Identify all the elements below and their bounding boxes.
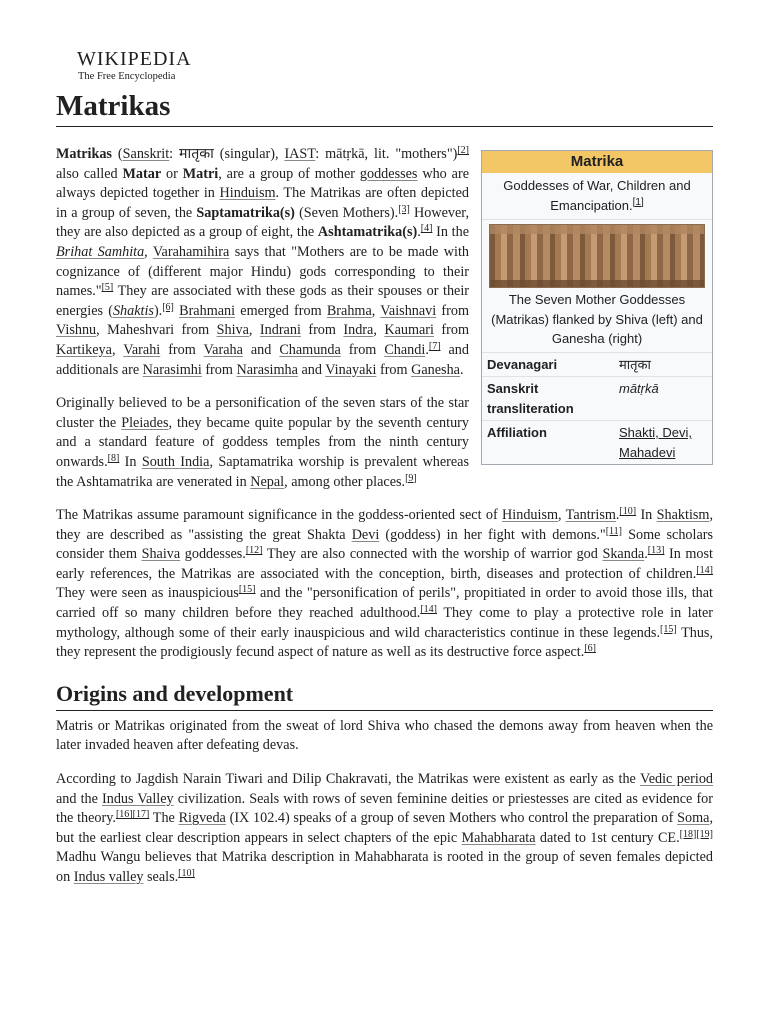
- infobox-subtitle-text: Goddesses of War, Children and Emancipation.: [503, 178, 691, 213]
- link[interactable]: Vedic period: [640, 771, 714, 788]
- paragraph-significance: [56, 506, 713, 663]
- term-bold: Saptamatrika(s): [196, 204, 295, 221]
- reference-link[interactable]: [4]: [420, 223, 433, 235]
- text: In the: [432, 224, 469, 241]
- text: They are also connected with the worship of warrior god: [262, 546, 603, 563]
- link[interactable]: Indra: [343, 322, 374, 339]
- text: says that "Mothers are to be made with cognizance of (different major Hindu) gods corresponding to their names.": [56, 243, 469, 300]
- link[interactable]: goddesses: [359, 165, 418, 182]
- link[interactable]: Kaumari: [384, 322, 434, 339]
- reference-link[interactable]: [15]: [238, 584, 256, 596]
- text: and: [242, 341, 280, 358]
- text: ,: [144, 243, 153, 260]
- text: , they became quite popular by the seventh century and a standard feature of goddess temples from the ninth century onwards.: [56, 414, 469, 470]
- infobox: [481, 150, 713, 465]
- text: They are associated with these gods as their spouses or their energies (: [56, 283, 469, 319]
- link[interactable]: Shaktis: [112, 302, 154, 319]
- text: and additionals are: [56, 341, 469, 378]
- infobox-title: Matrika: [482, 151, 712, 173]
- reference-link[interactable]: [14]: [420, 604, 437, 616]
- page-title: Matrikas: [56, 88, 713, 127]
- link[interactable]: Varaha: [203, 341, 243, 358]
- reference-link[interactable]: [1]: [632, 196, 644, 208]
- link[interactable]: Hinduism: [502, 507, 559, 524]
- link[interactable]: Mahabharata: [461, 829, 536, 846]
- link[interactable]: Shaktism: [656, 507, 710, 524]
- link[interactable]: Brahmani: [179, 302, 236, 319]
- text: Some scholars consider them: [56, 526, 713, 563]
- link[interactable]: Narasimhi: [142, 361, 202, 378]
- infobox-row-affiliation: [482, 420, 712, 464]
- link[interactable]: Soma: [677, 810, 710, 827]
- reference-link[interactable]: [11]: [605, 525, 622, 537]
- text: .: [644, 546, 648, 563]
- infobox-row-sanskrit: [482, 376, 712, 420]
- link[interactable]: Brihat Samhita: [56, 243, 145, 260]
- text: Madhu Wangu believes that Matrika description in Mahabharata is rooted in the group of seven females depicted on: [56, 849, 713, 885]
- infobox-row-devanagari: [482, 352, 712, 377]
- text: ,: [248, 322, 260, 339]
- infobox-subtitle: [482, 173, 712, 220]
- text: .: [459, 361, 464, 378]
- reference-link[interactable]: [2]: [457, 145, 470, 156]
- link[interactable]: Vaishnavi: [380, 302, 437, 319]
- article-page: [56, 48, 713, 902]
- reference-link[interactable]: [10]: [619, 506, 637, 518]
- text: , Maheshvari from: [96, 322, 217, 339]
- reference-link[interactable]: [3]: [398, 203, 410, 215]
- infobox-value: [613, 377, 712, 420]
- link[interactable]: Vinayaki: [325, 361, 377, 378]
- text: However, they are also depicted as a group of eight, the: [56, 204, 469, 241]
- link[interactable]: Sanskrit: [122, 146, 170, 162]
- text: , Saptamatrika worship is prevalent whereas the Ashtamatrika are venerated in: [56, 453, 469, 490]
- term-bold: Matrikas: [56, 146, 112, 162]
- text: Originally believed to be a personification of the seven stars of the star cluster the: [56, 395, 469, 431]
- paragraph-origins-2: [56, 770, 713, 888]
- text: from: [433, 322, 469, 339]
- link[interactable]: Varahamihira: [152, 243, 230, 260]
- link[interactable]: Indus valley: [73, 869, 144, 885]
- wikipedia-logo[interactable]: [77, 48, 713, 88]
- link[interactable]: Pleiades: [121, 414, 169, 431]
- text: (IX 102.4) speaks of a group of seven Mothers who control the preparation of: [225, 810, 678, 827]
- matrikas-relief-image[interactable]: [489, 224, 705, 288]
- infobox-value[interactable]: [613, 421, 712, 464]
- infobox-key: Devanagari: [487, 356, 558, 372]
- infobox-key: Sanskrit transliteration: [487, 381, 574, 416]
- text: , but the earliest clear description appears in select chapters of the epic: [56, 810, 713, 846]
- text: .: [425, 341, 429, 358]
- text: from: [376, 361, 412, 378]
- reference-link[interactable]: [15]: [660, 623, 677, 635]
- link[interactable]: Shaiva: [141, 546, 181, 563]
- reference-link[interactable]: [14]: [696, 564, 713, 576]
- link[interactable]: Ganesha: [411, 361, 460, 378]
- text: ,: [373, 322, 385, 339]
- reference-link[interactable]: [12]: [245, 545, 263, 557]
- text: ,: [558, 507, 566, 524]
- text: (goddess) in her fight with demons.": [379, 526, 606, 543]
- affiliation-links[interactable]: Shakti, Devi, Mahadevi: [619, 425, 692, 460]
- link[interactable]: Brahma: [326, 302, 372, 319]
- text: who are always depicted together in: [56, 165, 469, 202]
- text: . The Matrikas are often depicted in a group of seven, the: [56, 185, 469, 221]
- infobox-image-caption: The Seven Mother Goddesses (Matrikas) flanked by Shiva (left) and Ganesha (right): [491, 292, 703, 346]
- reference-link[interactable]: [6]: [162, 301, 174, 313]
- text: Thus, they represent the prodigiously fecund aspect of nature as well as its destructive force aspect.: [56, 624, 714, 661]
- link[interactable]: Chandi: [384, 341, 426, 358]
- text: and: [297, 361, 326, 378]
- reference-link[interactable]: [7]: [428, 340, 441, 352]
- text: The: [149, 810, 179, 827]
- link[interactable]: Rigveda: [178, 810, 226, 827]
- text: ,: [111, 341, 124, 358]
- section-heading-origins: Origins and development: [56, 679, 713, 711]
- link[interactable]: Kartikeya: [56, 341, 112, 358]
- text: In most early references, the Matrikas are associated with the conception, birth, diseases and protection of children.: [56, 546, 713, 582]
- text: , are a group of mother: [218, 165, 360, 182]
- link[interactable]: South India: [141, 453, 210, 470]
- text: According to Jagdish Narain Tiwari and Dilip Chakravati, the Matrikas were existent as early as the: [56, 771, 641, 788]
- reference-link[interactable]: [8]: [107, 452, 120, 464]
- term-bold: Matri: [182, 165, 219, 182]
- link[interactable]: Indrani: [259, 322, 301, 339]
- text: seals.: [143, 869, 179, 885]
- text: and the: [56, 790, 103, 807]
- text: also called: [56, 165, 123, 182]
- text: from: [436, 302, 470, 319]
- link[interactable]: Tantrism: [565, 507, 616, 524]
- reference-link[interactable]: [18]: [679, 828, 697, 840]
- reference-link[interactable]: [17]: [132, 809, 150, 821]
- text: and the "personification of perils", propitiated in order to avoid those ills, that carried off so many children before they reached adulthood.: [56, 585, 713, 622]
- term-bold: Matar: [122, 165, 162, 182]
- link[interactable]: Skanda: [602, 546, 645, 563]
- paragraph-origins-1: Matris or Matrikas originated from the sweat of lord Shiva who chased the demons away from heaven when the later invaded heaven after defeating devas.: [56, 717, 713, 754]
- text: dated to 1st century CE.: [535, 829, 680, 846]
- text: (Seven Mothers).: [294, 204, 399, 221]
- text: from: [201, 361, 237, 378]
- wikipedia-tagline: The Free Encyclopedia: [78, 71, 176, 82]
- link[interactable]: Chamunda: [279, 341, 341, 358]
- link[interactable]: Devi: [351, 526, 380, 543]
- link[interactable]: Narasimha: [236, 361, 298, 378]
- text: goddesses.: [180, 546, 246, 563]
- term-bold: Ashtamatrika(s): [317, 224, 418, 241]
- reference-link[interactable]: [9]: [405, 472, 417, 484]
- link[interactable]: Vishnu: [56, 322, 97, 339]
- text: from: [160, 341, 204, 358]
- text: In: [636, 507, 657, 524]
- text: , among other places.: [284, 473, 406, 490]
- text: , they are described as "assisting the great Shakta: [56, 507, 713, 543]
- text: : mātṛkā, lit. "mothers"): [315, 146, 458, 162]
- text: .: [417, 224, 421, 241]
- text: civilization. Seals with rows of seven feminine deities or priestesses are cited as evidence for the theory.: [56, 790, 713, 827]
- text: In: [119, 453, 142, 470]
- reference-link[interactable]: [6]: [584, 643, 596, 655]
- infobox-key: Affiliation: [487, 425, 547, 440]
- text: from: [300, 322, 344, 339]
- text: They were seen as inauspicious: [56, 585, 239, 602]
- link[interactable]: Shiva: [216, 322, 249, 339]
- reference-link[interactable]: [10]: [178, 868, 195, 879]
- infobox-value: मातृका: [619, 356, 651, 372]
- link[interactable]: Nepal: [250, 473, 285, 490]
- link[interactable]: Indus Valley: [102, 790, 174, 807]
- text: from: [340, 341, 385, 358]
- text: The Matrikas assume paramount significance in the goddess-oriented sect of: [56, 507, 503, 524]
- link[interactable]: IAST: [284, 146, 316, 162]
- link[interactable]: Hinduism: [219, 185, 276, 202]
- text: : मातृका (singular),: [169, 146, 285, 162]
- reference-link[interactable]: [16]: [115, 809, 133, 821]
- text: or: [161, 165, 183, 182]
- infobox-value-italic: mātṛkā: [619, 381, 659, 396]
- wikipedia-wordmark: WIKIPEDIA: [77, 48, 192, 70]
- text: ).: [153, 302, 163, 319]
- text: They come to play a protective role in later mythology, although some of their early inauspicious and wild characteristics continue in these legends.: [56, 605, 714, 641]
- reference-link[interactable]: [19]: [696, 828, 713, 840]
- text: .: [615, 507, 620, 524]
- text: (: [111, 146, 123, 162]
- link[interactable]: Varahi: [123, 341, 161, 358]
- text: ,: [371, 302, 381, 319]
- reference-link[interactable]: [13]: [647, 545, 665, 557]
- reference-link[interactable]: [5]: [101, 282, 114, 294]
- text: emerged from: [235, 302, 327, 319]
